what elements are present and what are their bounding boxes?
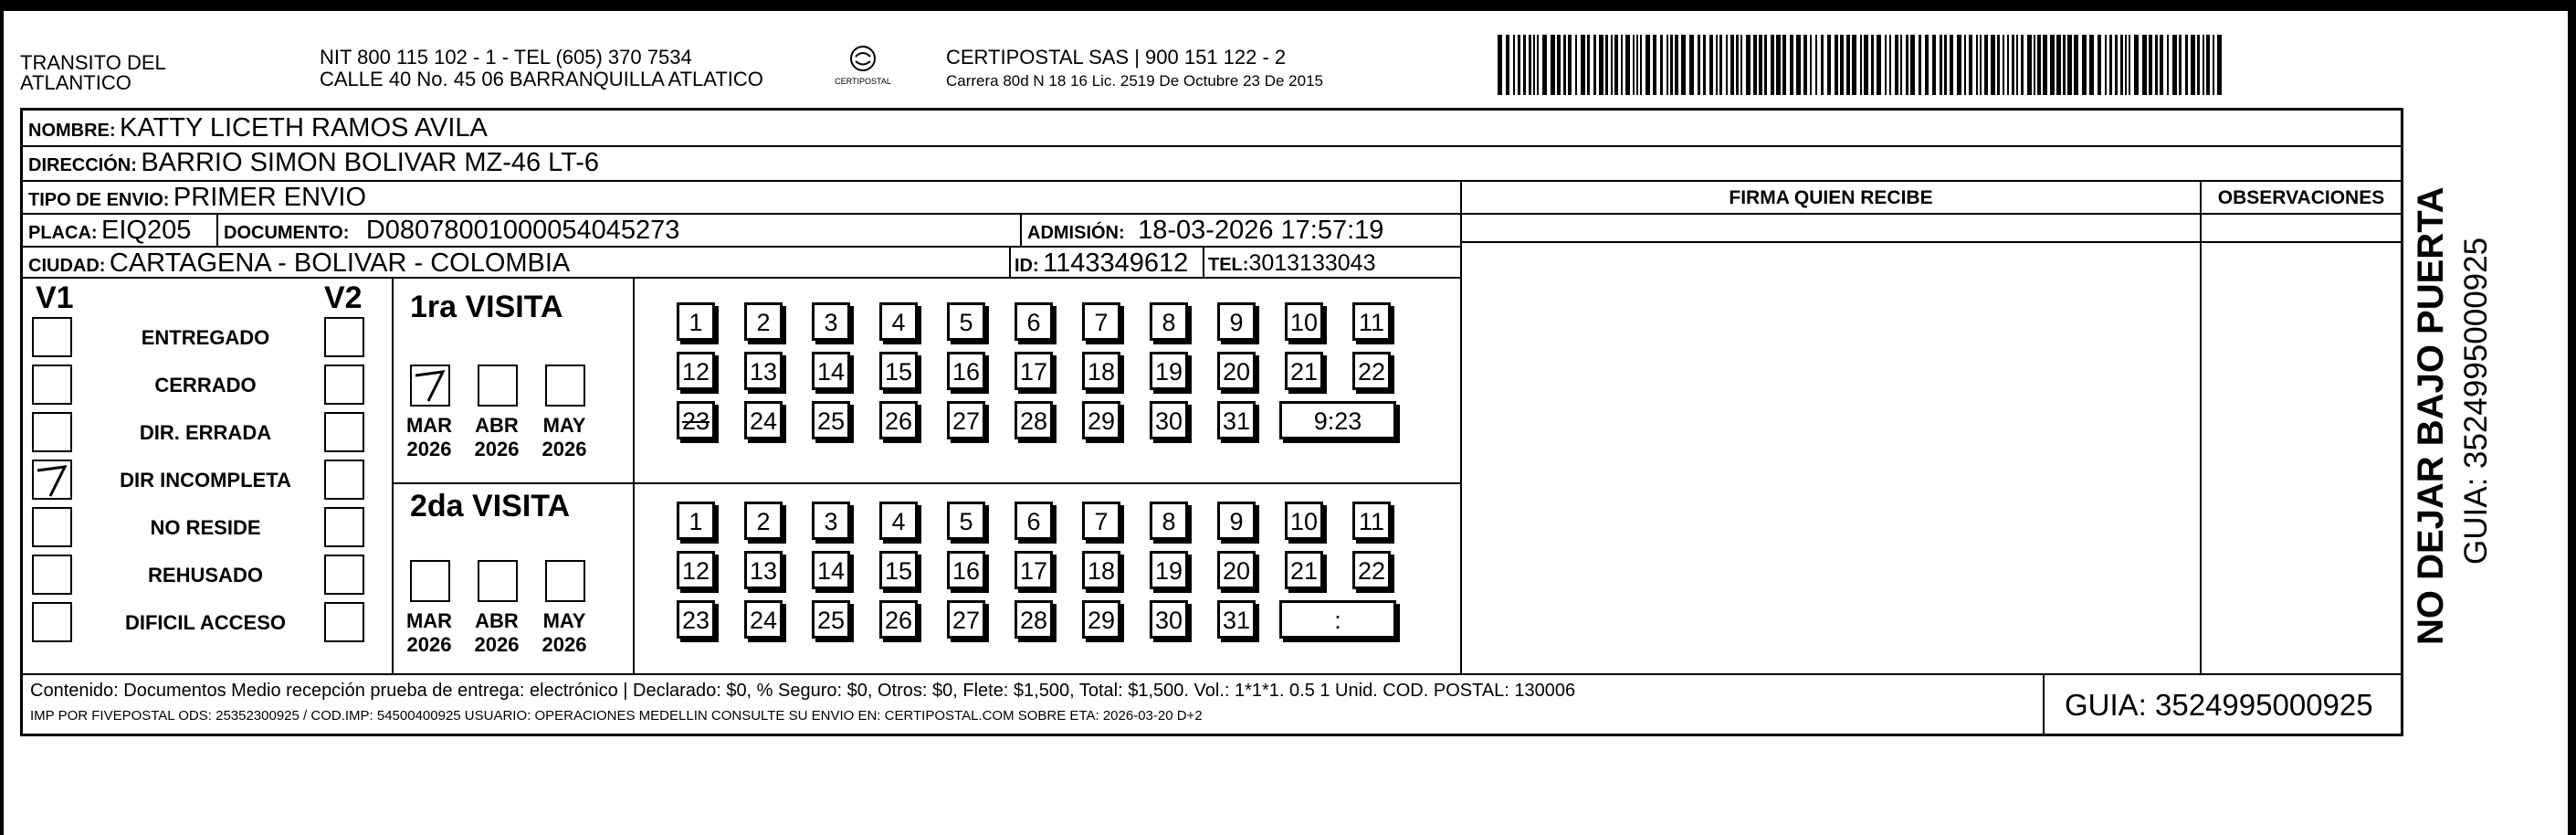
barcode-bar bbox=[2197, 35, 2200, 95]
second-visit-day-box[interactable]: 28 bbox=[1015, 600, 1053, 639]
barcode-bar bbox=[2129, 35, 2130, 95]
v2-checkbox[interactable] bbox=[324, 507, 364, 547]
barcode-bar bbox=[1796, 35, 1801, 95]
first-visit-year-label: 2026 bbox=[474, 438, 520, 460]
second-visit-day-box[interactable]: 1 bbox=[677, 502, 715, 540]
rule bbox=[392, 482, 1460, 484]
signature-header: FIRMA QUIEN RECIBE bbox=[1729, 187, 1933, 208]
v1-checkbox[interactable] bbox=[32, 555, 72, 595]
barcode-bar bbox=[1563, 35, 1566, 95]
first-visit-month-label: ABR bbox=[475, 414, 519, 437]
barcode-bar bbox=[1976, 35, 1978, 95]
barcode-bar bbox=[1640, 35, 1642, 95]
second-visit-year-label: 2026 bbox=[406, 633, 452, 656]
barcode-bar bbox=[1776, 35, 1781, 95]
rule bbox=[2043, 673, 2045, 734]
license-line: Carrera 80d N 18 16 Lic. 2519 De Octubre 23 De 2015 bbox=[946, 72, 1323, 90]
first-visit-day-box[interactable]: 26 bbox=[879, 401, 918, 439]
name-label: NOMBRE: bbox=[28, 121, 116, 141]
barcode-bar bbox=[2037, 35, 2041, 95]
barcode-bar bbox=[2142, 35, 2147, 95]
barcode-bar bbox=[2191, 35, 2195, 95]
second-visit-day-box[interactable]: 30 bbox=[1150, 600, 1188, 639]
first-visit-day-box[interactable]: 27 bbox=[947, 401, 985, 439]
barcode-bar bbox=[2213, 35, 2214, 95]
v2-header: V2 bbox=[324, 280, 363, 315]
barcode-bar bbox=[1803, 35, 1807, 95]
first-visit-day-box[interactable]: 23 bbox=[677, 401, 715, 439]
barcode-bar bbox=[1653, 35, 1656, 95]
barcode-bar bbox=[1984, 35, 1988, 95]
second-visit-day-box[interactable]: 13 bbox=[744, 551, 783, 589]
svg-text:CERTIPOSTAL: CERTIPOSTAL bbox=[835, 77, 891, 86]
barcode-bar bbox=[1599, 35, 1603, 95]
first-visit-month-checkbox[interactable] bbox=[478, 365, 518, 407]
v1-checkbox[interactable] bbox=[32, 365, 72, 405]
first-visit-day-box[interactable]: 14 bbox=[812, 352, 850, 390]
name-value: KATTY LICETH RAMOS AVILA bbox=[120, 113, 488, 143]
second-visit-day-box[interactable]: 21 bbox=[1285, 551, 1323, 589]
observations-header: OBSERVACIONES bbox=[2217, 187, 2385, 208]
first-visit-day-box[interactable]: 10 bbox=[1285, 302, 1323, 341]
barcode-bar bbox=[1895, 35, 1898, 95]
v1-checkbox[interactable] bbox=[32, 460, 72, 500]
first-visit-day-box[interactable]: 21 bbox=[1285, 352, 1323, 390]
v2-checkbox[interactable] bbox=[324, 412, 364, 452]
barcode-bar bbox=[1675, 35, 1678, 95]
second-visit-day-box[interactable]: 24 bbox=[744, 600, 783, 639]
second-visit-day-box[interactable]: 2 bbox=[744, 502, 783, 540]
first-visit-day-box[interactable]: 11 bbox=[1352, 302, 1391, 341]
barcode-bar bbox=[1633, 35, 1635, 95]
second-visit-day-box[interactable]: 22 bbox=[1352, 551, 1391, 589]
barcode-bar bbox=[1529, 35, 1531, 95]
issuer-line2: ATLANTICO bbox=[20, 71, 131, 94]
barcode-bar bbox=[1537, 35, 1539, 95]
second-visit-day-box[interactable]: 7 bbox=[1082, 502, 1120, 540]
rule bbox=[633, 277, 635, 673]
barcode-bar bbox=[2155, 35, 2158, 95]
barcode-bar bbox=[1746, 35, 1751, 95]
rule bbox=[1009, 246, 1011, 277]
document-value: D08078001000054045273 bbox=[365, 216, 680, 245]
second-visit-month-checkbox[interactable] bbox=[545, 560, 585, 602]
second-visit-day-box[interactable]: 4 bbox=[879, 502, 918, 540]
barcode-bar bbox=[1730, 35, 1734, 95]
tel-value: 3013133043 bbox=[1248, 250, 1376, 276]
barcode-bar bbox=[2003, 35, 2004, 95]
second-visit-day-box[interactable]: 29 bbox=[1082, 600, 1120, 639]
barcode-bar bbox=[2056, 35, 2061, 95]
first-visit-day-box[interactable]: 9 bbox=[1217, 302, 1256, 341]
footer-content: Contenido: Documentos Medio recepción prueba de entrega: electrónico | Declarado: $0, % Seguro: $0, Otros: $0, Flete: $1,500, Total: $1,500. Vol.: 1*1*1. 0.5 1 Unid. COD. POSTAL: 130006 bbox=[30, 681, 1576, 701]
first-visit-month-checkbox[interactable] bbox=[545, 365, 585, 407]
barcode-bar bbox=[2021, 35, 2024, 95]
barcode-bar bbox=[1906, 35, 1908, 95]
right-border bbox=[2568, 0, 2576, 835]
first-visit-day-box[interactable]: 8 bbox=[1150, 302, 1188, 341]
city-label: CIUDAD: bbox=[28, 256, 106, 276]
barcode-bar bbox=[2203, 35, 2204, 95]
first-visit-time-box[interactable]: 9:23 bbox=[1279, 401, 1396, 439]
barcode-bar bbox=[1885, 35, 1887, 95]
barcode-bar bbox=[2167, 35, 2169, 95]
barcode-bar bbox=[1513, 35, 1515, 95]
barcode-bar bbox=[1864, 35, 1868, 95]
barcode-bar bbox=[1810, 35, 1812, 95]
barcode-bar bbox=[2172, 35, 2177, 95]
first-visit-day-box[interactable]: 22 bbox=[1352, 352, 1391, 390]
handwritten-mark-icon bbox=[34, 461, 70, 498]
barcode-bar bbox=[1740, 35, 1742, 95]
barcode-bar bbox=[1919, 35, 1921, 95]
barcode-bar bbox=[2179, 35, 2182, 95]
second-visit-year-label: 2026 bbox=[541, 633, 587, 656]
barcode-bar bbox=[1506, 35, 1509, 95]
rule bbox=[1020, 213, 1022, 246]
barcode-bar bbox=[1670, 35, 1673, 95]
barcode-bar bbox=[1719, 35, 1722, 95]
barcode-bar bbox=[1969, 35, 1972, 95]
barcode-bar bbox=[2012, 35, 2014, 95]
admission-label: ADMISIÓN: bbox=[1027, 223, 1125, 243]
issuer-line1: TRANSITO DEL bbox=[20, 51, 166, 74]
rule bbox=[1460, 180, 1462, 673]
barcode-bar bbox=[1957, 35, 1961, 95]
second-visit-day-box[interactable]: 18 bbox=[1082, 551, 1120, 589]
type-value: PRIMER ENVIO bbox=[173, 183, 367, 212]
barcode bbox=[1498, 35, 2228, 97]
first-visit-day-box[interactable]: 2 bbox=[744, 302, 783, 341]
second-visit-month-checkbox[interactable] bbox=[410, 560, 450, 602]
barcode-bar bbox=[1852, 35, 1856, 95]
barcode-bar bbox=[1736, 35, 1739, 95]
first-visit-month-checkbox[interactable] bbox=[410, 365, 450, 407]
barcode-bar bbox=[2074, 35, 2078, 95]
barcode-bar bbox=[2134, 35, 2139, 95]
barcode-bar bbox=[1759, 35, 1762, 95]
first-visit-day-box[interactable]: 16 bbox=[947, 352, 985, 390]
barcode-bar bbox=[2016, 35, 2018, 95]
v1-checkbox[interactable] bbox=[32, 317, 72, 357]
barcode-bar bbox=[1709, 35, 1713, 95]
first-visit-day-box[interactable]: 7 bbox=[1082, 302, 1120, 341]
first-visit-day-box[interactable]: 12 bbox=[677, 352, 715, 390]
first-visit-day-box[interactable]: 1 bbox=[677, 302, 715, 341]
barcode-bar bbox=[2082, 35, 2087, 95]
handwritten-mark-icon bbox=[412, 366, 448, 403]
nit-line: NIT 800 115 102 - 1 - TEL (605) 370 7534 bbox=[320, 46, 692, 69]
v1-checkbox[interactable] bbox=[32, 507, 72, 547]
barcode-bar bbox=[1667, 35, 1668, 95]
barcode-bar bbox=[2206, 35, 2210, 95]
first-visit-day-box[interactable]: 19 bbox=[1150, 352, 1188, 390]
second-visit-day-box[interactable]: 9 bbox=[1217, 502, 1256, 540]
rule bbox=[1203, 246, 1204, 277]
barcode-bar bbox=[1660, 35, 1663, 95]
v1-checkbox[interactable] bbox=[32, 412, 72, 452]
second-visit-day-box[interactable]: 23 bbox=[677, 600, 715, 639]
barcode-bar bbox=[1835, 35, 1838, 95]
v2-checkbox[interactable] bbox=[324, 365, 364, 405]
first-visit-month-label: MAY bbox=[542, 414, 586, 437]
plate-value: EIQ205 bbox=[101, 216, 192, 245]
barcode-bar bbox=[2217, 35, 2222, 95]
rule bbox=[216, 213, 218, 246]
second-visit-day-box[interactable]: 12 bbox=[677, 551, 715, 589]
courier-line: CERTIPOSTAL SAS | 900 151 122 - 2 bbox=[946, 46, 1287, 69]
no-dejar-warning: NO DEJAR BAJO PUERTA bbox=[2411, 186, 2451, 645]
barcode-bar bbox=[2007, 35, 2009, 95]
barcode-bar bbox=[1614, 35, 1618, 95]
plate-cell bbox=[28, 215, 191, 250]
second-visit-month-label: ABR bbox=[475, 609, 519, 632]
first-visit-day-box[interactable]: 17 bbox=[1015, 352, 1053, 390]
barcode-bar bbox=[2098, 35, 2101, 95]
barcode-bar bbox=[1703, 35, 1706, 95]
top-border bbox=[0, 0, 2576, 11]
barcode-bar bbox=[1557, 35, 1561, 95]
city-value: CARTAGENA - BOLIVAR - COLOMBIA bbox=[109, 248, 571, 278]
status-label: ENTREGADO bbox=[141, 326, 270, 349]
second-visit-year-label: 2026 bbox=[474, 633, 520, 656]
id-label: ID: bbox=[1015, 256, 1039, 276]
first-visit-day-box[interactable]: 28 bbox=[1015, 401, 1053, 439]
second-visit-day-box[interactable]: 25 bbox=[812, 600, 850, 639]
barcode-bar bbox=[1900, 35, 1902, 95]
rule bbox=[1460, 241, 2401, 243]
second-visit-day-box[interactable]: 27 bbox=[947, 600, 985, 639]
barcode-bar bbox=[1790, 35, 1793, 95]
barcode-bar bbox=[2109, 35, 2112, 95]
barcode-bar bbox=[1944, 35, 1947, 95]
barcode-bar bbox=[1542, 35, 1547, 95]
name-row bbox=[28, 112, 488, 148]
first-visit-title: 1ra VISITA bbox=[410, 290, 563, 324]
first-visit-day-box[interactable]: 31 bbox=[1217, 401, 1256, 439]
address-line: CALLE 40 No. 45 06 BARRANQUILLA ATLATICO bbox=[320, 68, 763, 90]
first-visit-year-label: 2026 bbox=[541, 438, 587, 460]
barcode-bar bbox=[1611, 35, 1613, 95]
left-border bbox=[0, 0, 4, 835]
status-label: CERRADO bbox=[154, 374, 257, 396]
barcode-bar bbox=[1877, 35, 1881, 95]
second-visit-title: 2da VISITA bbox=[410, 489, 571, 523]
barcode-bar bbox=[1605, 35, 1608, 95]
barcode-bar bbox=[2125, 35, 2127, 95]
side-guia: GUIA: 3524995000925 bbox=[2458, 237, 2494, 565]
rule bbox=[2200, 180, 2202, 673]
barcode-bar bbox=[2067, 35, 2072, 95]
id-value: 1143349612 bbox=[1043, 248, 1189, 278]
barcode-bar bbox=[1716, 35, 1718, 95]
barcode-bar bbox=[1889, 35, 1891, 95]
status-label: NO RESIDE bbox=[150, 516, 261, 539]
barcode-bar bbox=[1575, 35, 1577, 95]
barcode-bar bbox=[1964, 35, 1966, 95]
tel-label: TEL: bbox=[1208, 255, 1249, 275]
second-visit-day-box[interactable]: 20 bbox=[1217, 551, 1256, 589]
v1-header: V1 bbox=[36, 280, 74, 315]
barcode-bar bbox=[1771, 35, 1774, 95]
barcode-bar bbox=[1980, 35, 1982, 95]
second-visit-day-box[interactable]: 14 bbox=[812, 551, 850, 589]
barcode-bar bbox=[1581, 35, 1585, 95]
rule bbox=[392, 277, 394, 673]
barcode-bar bbox=[1681, 35, 1686, 95]
second-visit-day-box[interactable]: 17 bbox=[1015, 551, 1053, 589]
barcode-bar bbox=[1950, 35, 1953, 95]
second-visit-day-box[interactable]: 6 bbox=[1015, 502, 1053, 540]
barcode-bar bbox=[2027, 35, 2032, 95]
first-visit-day-box[interactable]: 4 bbox=[879, 302, 918, 341]
barcode-bar bbox=[2115, 35, 2118, 95]
first-visit-day-box[interactable]: 6 bbox=[1015, 302, 1053, 341]
second-visit-day-box[interactable]: 5 bbox=[947, 502, 985, 540]
admission-value: 18-03-2026 17:57:19 bbox=[1138, 216, 1384, 245]
first-visit-day-box[interactable]: 18 bbox=[1082, 352, 1120, 390]
barcode-bar bbox=[2050, 35, 2055, 95]
status-label: DIR INCOMPLETA bbox=[120, 469, 291, 491]
admission-cell bbox=[1027, 215, 1383, 250]
barcode-bar bbox=[1625, 35, 1630, 95]
barcode-bar bbox=[1932, 35, 1936, 95]
first-visit-day-box[interactable]: 24 bbox=[744, 401, 783, 439]
type-row bbox=[28, 182, 366, 217]
tel-cell bbox=[1208, 248, 1375, 282]
city-cell bbox=[28, 248, 570, 283]
document-label: DOCUMENTO: bbox=[224, 223, 350, 243]
second-visit-day-box[interactable]: 31 bbox=[1217, 600, 1256, 639]
barcode-bar bbox=[1645, 35, 1650, 95]
barcode-bar bbox=[1518, 35, 1520, 95]
barcode-bar bbox=[2160, 35, 2163, 95]
status-label: DIR. ERRADA bbox=[139, 421, 272, 444]
footer-guia: GUIA: 3524995000925 bbox=[2065, 688, 2373, 722]
barcode-bar bbox=[1551, 35, 1555, 95]
barcode-bar bbox=[1827, 35, 1831, 95]
plate-label: PLACA: bbox=[28, 223, 98, 243]
barcode-bar bbox=[1689, 35, 1694, 95]
type-label: TIPO DE ENVIO: bbox=[28, 190, 170, 210]
v2-checkbox[interactable] bbox=[324, 602, 364, 642]
first-visit-month-label: MAR bbox=[405, 414, 453, 437]
barcode-bar bbox=[1782, 35, 1786, 95]
status-label: REHUSADO bbox=[148, 564, 263, 587]
first-visit-day-box[interactable]: 15 bbox=[879, 352, 918, 390]
barcode-bar bbox=[1621, 35, 1623, 95]
barcode-bar bbox=[1846, 35, 1850, 95]
first-visit-day-box[interactable]: 5 bbox=[947, 302, 985, 341]
barcode-bar bbox=[1815, 35, 1817, 95]
barcode-bar bbox=[2043, 35, 2047, 95]
barcode-bar bbox=[1698, 35, 1700, 95]
certipostal-logo bbox=[831, 42, 895, 97]
first-visit-day-box[interactable]: 25 bbox=[812, 401, 850, 439]
barcode-bar bbox=[1764, 35, 1767, 95]
document-cell bbox=[224, 215, 679, 250]
barcode-bar bbox=[1871, 35, 1874, 95]
address-label: DIRECCIÓN: bbox=[28, 155, 137, 175]
second-visit-time-box[interactable]: : bbox=[1279, 600, 1396, 639]
address-value: BARRIO SIMON BOLIVAR MZ-46 LT-6 bbox=[141, 148, 600, 177]
second-visit-day-box[interactable]: 26 bbox=[879, 600, 918, 639]
barcode-bar bbox=[2063, 35, 2066, 95]
barcode-bar bbox=[1940, 35, 1942, 95]
barcode-bar bbox=[2105, 35, 2107, 95]
first-visit-day-box[interactable]: 20 bbox=[1217, 352, 1256, 390]
first-visit-year-label: 2026 bbox=[406, 438, 452, 460]
v2-checkbox[interactable] bbox=[324, 317, 364, 357]
barcode-bar bbox=[1587, 35, 1590, 95]
barcode-bar bbox=[1925, 35, 1929, 95]
second-visit-day-box[interactable]: 15 bbox=[879, 551, 918, 589]
barcode-bar bbox=[1753, 35, 1757, 95]
second-visit-month-label: MAR bbox=[405, 609, 453, 632]
barcode-bar bbox=[1593, 35, 1596, 95]
barcode-bar bbox=[1568, 35, 1572, 95]
first-visit-day-box[interactable]: 3 bbox=[812, 302, 850, 341]
v1-checkbox[interactable] bbox=[32, 602, 72, 642]
barcode-bar bbox=[1726, 35, 1728, 95]
barcode-bar bbox=[1821, 35, 1824, 95]
id-cell bbox=[1015, 248, 1188, 283]
barcode-bar bbox=[2149, 35, 2152, 95]
barcode-bar bbox=[1997, 35, 2000, 95]
barcode-bar bbox=[1533, 35, 1535, 95]
barcode-bar bbox=[2185, 35, 2188, 95]
barcode-bar bbox=[1840, 35, 1844, 95]
address-row bbox=[28, 147, 599, 183]
footer-imp: IMP POR FIVEPOSTAL ODS: 25352300925 / COD.IMP: 54500400925 USUARIO: OPERACIONES MEDELLIN CONSULTE SU ENVIO EN: CERTIPOSTAL.COM SOBRE ETA: 2026-03-20 D+2 bbox=[30, 708, 1203, 724]
first-visit-day-box[interactable]: 29 bbox=[1082, 401, 1120, 439]
first-visit-day-box[interactable]: 13 bbox=[744, 352, 783, 390]
barcode-bar bbox=[1860, 35, 1862, 95]
barcode-bar bbox=[1991, 35, 1995, 95]
second-visit-day-box[interactable]: 3 bbox=[812, 502, 850, 540]
first-visit-day-box[interactable]: 30 bbox=[1150, 401, 1188, 439]
second-visit-month-label: MAY bbox=[542, 609, 586, 632]
second-visit-day-box[interactable]: 8 bbox=[1150, 502, 1188, 540]
barcode-bar bbox=[1523, 35, 1526, 95]
delivery-form bbox=[20, 108, 2403, 736]
second-visit-day-box[interactable]: 19 bbox=[1150, 551, 1188, 589]
status-label: DIFICIL ACCESO bbox=[124, 611, 286, 634]
v2-checkbox[interactable] bbox=[324, 555, 364, 595]
barcode-bar bbox=[2089, 35, 2094, 95]
barcode-bar bbox=[1498, 35, 1502, 95]
second-visit-day-box[interactable]: 10 bbox=[1285, 502, 1323, 540]
v2-checkbox[interactable] bbox=[324, 460, 364, 500]
barcode-bar bbox=[2120, 35, 2123, 95]
second-visit-day-box[interactable]: 16 bbox=[947, 551, 985, 589]
barcode-bar bbox=[1636, 35, 1638, 95]
second-visit-day-box[interactable]: 11 bbox=[1352, 502, 1391, 540]
barcode-bar bbox=[1910, 35, 1915, 95]
second-visit-month-checkbox[interactable] bbox=[478, 560, 518, 602]
barcode-bar bbox=[2034, 35, 2035, 95]
